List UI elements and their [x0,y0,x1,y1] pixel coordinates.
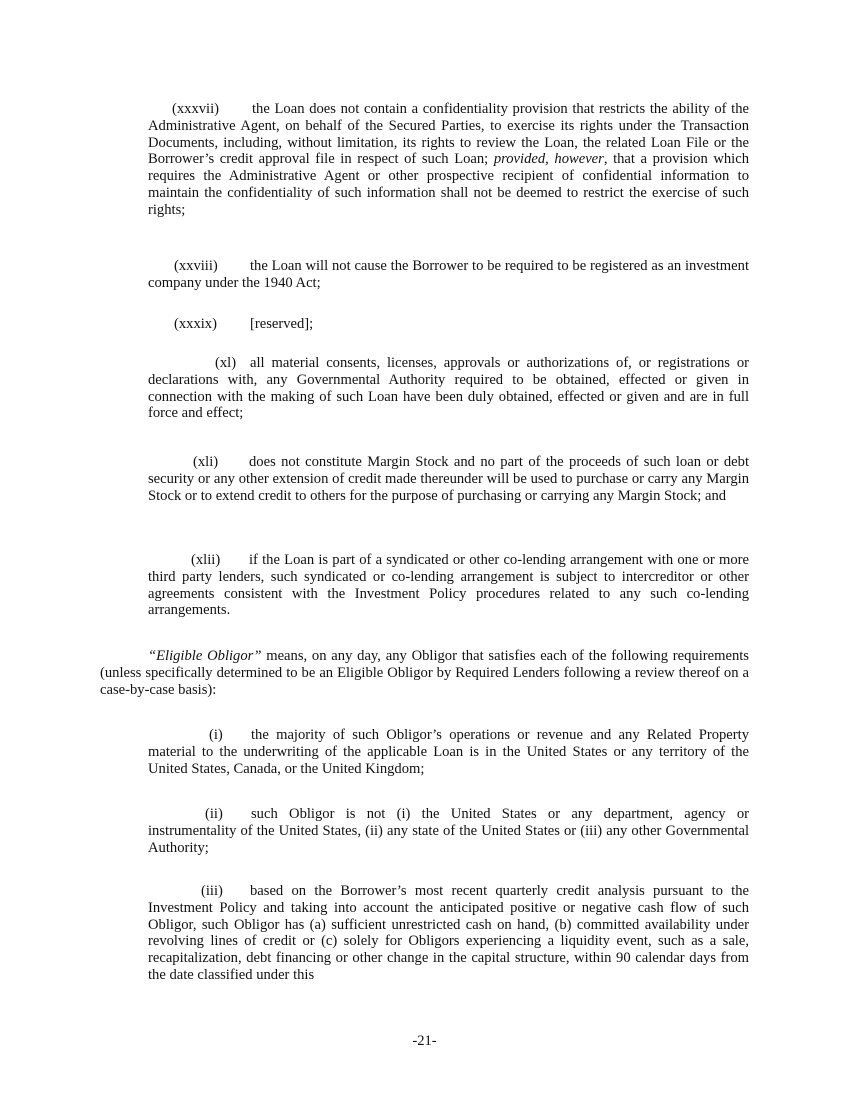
clause-text-continued: , that a provision which requires the Administrative Agent or other prospective recipient of confidential information to maintain the confidentiality of such information shall not be deemed to restrict the exercise of such rights; [148,151,749,218]
page-number: -21- [412,1033,437,1049]
definition-text: means, on any day, any Obligor that satisfies each of the following requirements (unless specifically determined to be an Eligible Obligor by Required Lenders following a review thereof on a case-by-case basis): [100,648,749,698]
requirement-text: based on the Borrower’s most recent quarterly credit analysis pursuant to the Investment Policy and taking into account the anticipated positive or negative cash flow of such Obligor, such Obligor has (a) sufficient unrestricted cash on hand, (b) committed availability under revolving lines of credit or (c) solely for Obligors experiencing a liquidity event, such as a sale, recapitalization, debt financing or other change in the capital structure, within 90 calendar days from the date classified under this [148,883,749,983]
clause-xlii [148,552,749,619]
clause-xxviii [148,258,749,292]
clause-xxxvii [148,101,749,219]
requirement-text: the majority of such Obligor’s operations or revenue and any Related Property material to the underwriting of the applicable Loan is in the United States or any territory of the United States, Canada, or the United Kingdom; [148,727,749,777]
clause-text: the Loan does not contain a confidentiality provision that restricts the ability of the Administrative Agent, on behalf of the Secured Parties, to exercise its rights under the Transaction Documents, including, without limitation, its rights to review the Loan, the related Loan File or the Borrower’s credit approval file in respect of such Loan; [148,101,749,168]
defined-term: “Eligible Obligor” [148,648,262,664]
clause-text: does not constitute Margin Stock and no part of the proceeds of such loan or debt security or any other extension of credit made thereunder will be used to purchase or carry any Margin Stock or to extend credit to others for the purpose of purchasing or carrying any Margin Stock; and [148,454,749,504]
requirement-number: (iii) [201,883,223,899]
requirement-iii [148,883,749,984]
requirement-number: (ii) [205,806,223,822]
requirement-text: such Obligor is not (i) the United States or any department, agency or instrumentality of the United States, (ii) any state of the United States or (iii) any other Governmental Authority; [148,806,749,856]
clause-italic-text: provided, however [493,151,604,168]
clause-xli [148,454,749,504]
clause-text: [reserved]; [250,316,314,332]
requirement-ii [148,806,749,856]
clause-number: (xli) [193,454,219,470]
clause-number: (xxxix) [174,316,217,332]
clause-number: (xlii) [191,552,221,568]
clause-text: all material consents, licenses, approvals or authorizations of, or registrations or declarations with, any Governmental Authority required to be obtained, effected or given in connection with the making of such Loan have been duly obtained, effected or given and are in full force and effect; [148,355,749,422]
clause-xl [148,355,749,422]
clause-number: (xxxvii) [172,101,220,117]
clause-number: (xl) [215,355,237,371]
clause-text: if the Loan is part of a syndicated or other co-lending arrangement with one or more third party lenders, such syndicated or co-lending arrangement is subject to intercreditor or other agreements consistent with the Investment Policy procedures related to any such co-lending arrangements. [148,552,749,619]
clause-xxxix [148,316,749,333]
requirement-i [148,727,749,777]
definition-eligible-obligor [100,648,749,698]
clause-text: the Loan will not cause the Borrower to be required to be registered as an investment company under the 1940 Act; [148,258,749,291]
clause-number: (xxviii) [174,258,218,274]
requirement-number: (i) [209,727,223,743]
